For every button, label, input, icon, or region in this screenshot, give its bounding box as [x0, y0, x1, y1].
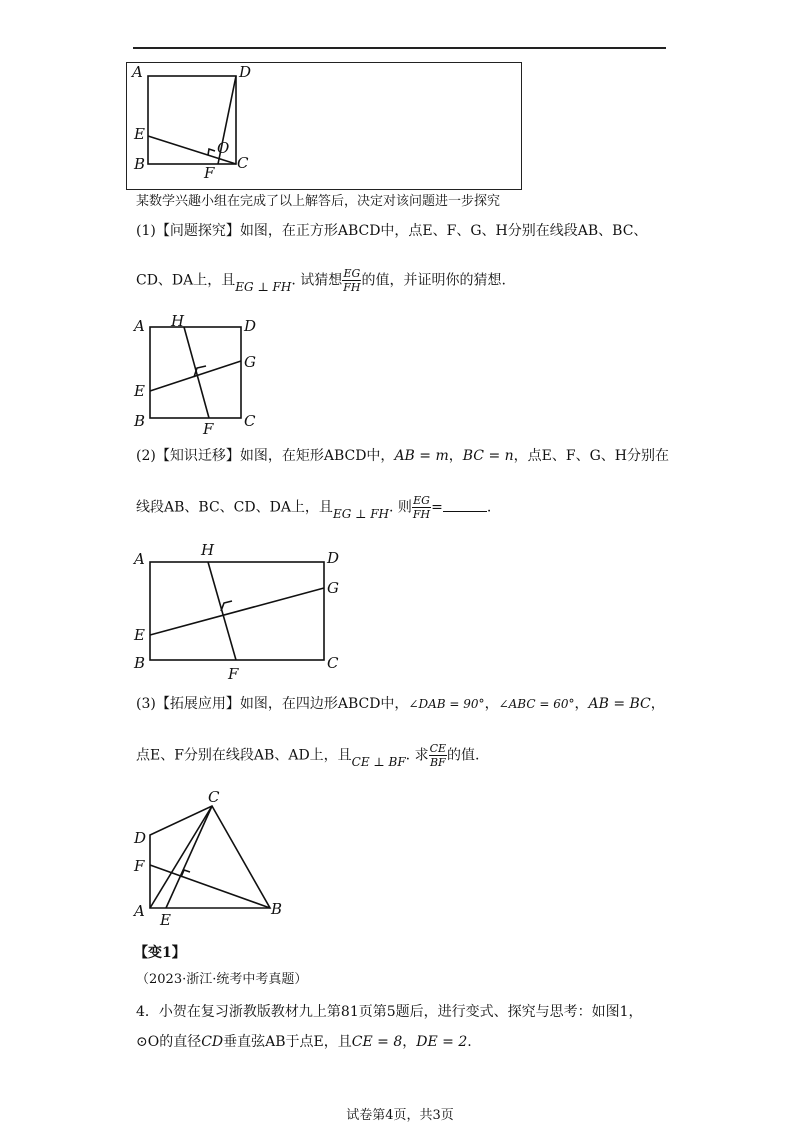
label-d: D — [244, 317, 257, 335]
part2-text-a: (2)【知识迁移】如图，在矩形ABCD中， — [136, 448, 395, 464]
label-a: A — [132, 63, 143, 81]
part3-sep1: ， — [484, 696, 499, 712]
intro-text: 某数学兴趣小组在完成了以上解答后，决定对该问题进一步探究 — [136, 194, 501, 209]
label-d: D — [239, 63, 252, 81]
label-a: A — [134, 317, 145, 335]
segment-ec — [166, 806, 212, 908]
label-b: B — [271, 900, 283, 918]
part2-line2 — [136, 495, 491, 520]
figure-quadrilateral — [126, 785, 296, 935]
part1-text-b: . 试猜想 — [291, 272, 343, 289]
q4-end: . — [467, 1034, 472, 1050]
part3-sep2: ， — [574, 696, 589, 712]
label-e: E — [134, 125, 145, 143]
label-a: A — [134, 902, 145, 920]
part2-end: . — [486, 499, 492, 516]
fraction-denominator: FH — [343, 281, 361, 294]
variant-heading: 【变1】 — [134, 945, 186, 961]
part2-eq-bc: BC = n — [462, 448, 514, 464]
fraction-denominator: FH — [412, 508, 431, 521]
part1-condition: EG ⊥ FH — [235, 279, 292, 294]
quadrilateral-abcd — [150, 806, 270, 908]
part3-line2 — [136, 743, 479, 768]
part3-line1 — [136, 697, 665, 711]
segment-eg — [150, 588, 324, 635]
fraction-numerator: EG — [343, 267, 361, 280]
label-d: D — [327, 549, 340, 567]
figure-square-with-perpendicular — [126, 62, 522, 190]
answer-blank — [443, 501, 487, 512]
part3-eq-dab: ∠DAB = 90° — [408, 697, 485, 711]
label-b: B — [134, 654, 146, 672]
label-g: G — [244, 353, 256, 371]
part3-fraction — [429, 743, 447, 768]
label-c: C — [327, 654, 339, 672]
fraction-denominator: BF — [429, 756, 446, 769]
q4-sep: ， — [402, 1034, 417, 1050]
q4-text-b: 垂直弦AB于点E，且 — [223, 1034, 352, 1050]
label-e: E — [134, 626, 145, 644]
part3-eq-abc: ∠ABC = 60° — [498, 697, 575, 711]
part2-text-b: ，点E、F、G、H分别在 — [513, 448, 669, 464]
q4-eq-de: DE = 2 — [416, 1034, 468, 1050]
part3-condition: CE ⊥ BF — [351, 754, 406, 769]
label-e: E — [134, 382, 145, 400]
label-d: D — [134, 829, 147, 847]
label-a: A — [134, 550, 145, 568]
label-c: C — [244, 412, 256, 430]
label-f: F — [204, 164, 215, 182]
segment-eg — [150, 361, 241, 391]
q4-line1: 4．小贺在复习浙教版教材九上第81页第5题后，进行变式、探究与思考：如图1， — [136, 1004, 643, 1020]
figure-rectangle-efgh — [126, 540, 356, 685]
part3-eq-ab-bc: AB = BC — [588, 696, 651, 712]
q4-eq-ce: CE = 8 — [351, 1034, 403, 1050]
label-e: E — [160, 911, 171, 929]
part1-text-a: CD、DA上，且 — [136, 272, 236, 289]
label-f: F — [203, 420, 214, 438]
part3-sep3: ， — [650, 696, 665, 712]
label-c: C — [208, 788, 220, 806]
part2-text-c: 线段AB、BC、CD、DA上，且 — [136, 499, 333, 516]
label-c: C — [237, 154, 249, 172]
label-f: F — [134, 857, 145, 875]
label-g: G — [327, 579, 339, 597]
fraction-numerator: EG — [413, 494, 430, 507]
label-h: H — [201, 541, 215, 559]
segment-hf — [208, 562, 236, 660]
part2-eq-ab: AB = m — [394, 448, 449, 464]
part3-text-d: 的值. — [447, 747, 480, 764]
part3-text-c: . 求 — [405, 747, 429, 764]
label-b: B — [134, 155, 146, 173]
q4-diameter: CD — [201, 1034, 224, 1050]
part2-eq-sign: = — [431, 499, 443, 516]
part1-text-c: 的值，并证明你的猜想. — [361, 272, 506, 289]
part1-line1: (1)【问题探究】如图，在正方形ABCD中，点E、F、G、H分别在线段AB、BC、 — [136, 223, 648, 239]
part2-text-d: . 则 — [389, 499, 412, 516]
segment-fb — [150, 865, 270, 908]
part2-fraction — [412, 495, 431, 520]
label-h: H — [171, 312, 185, 330]
part1-line2 — [136, 268, 506, 293]
part3-text-b: 点E、F分别在线段AB、AD上，且 — [136, 747, 352, 764]
source-note: （2023·浙江·统考中考真题） — [136, 972, 308, 987]
label-o: O — [217, 139, 230, 157]
part2-condition: EG ⊥ FH — [332, 506, 389, 521]
page-footer: 试卷第4页，共3页 — [346, 1108, 454, 1123]
part2-line1 — [136, 449, 669, 463]
top-rule — [133, 47, 666, 49]
q4-text-a: ⊙O的直径 — [136, 1034, 202, 1050]
part1-fraction — [342, 268, 361, 293]
right-angle-mark — [221, 601, 232, 611]
q4-line2 — [136, 1035, 472, 1049]
figure-square-efgh — [126, 310, 276, 440]
part2-sep: ， — [448, 448, 463, 464]
label-f: F — [228, 665, 239, 683]
right-angle-mark — [208, 149, 215, 155]
fraction-numerator: CE — [429, 742, 447, 755]
part3-text-a: (3)【拓展应用】如图，在四边形ABCD中， — [136, 696, 409, 712]
label-b: B — [134, 412, 146, 430]
